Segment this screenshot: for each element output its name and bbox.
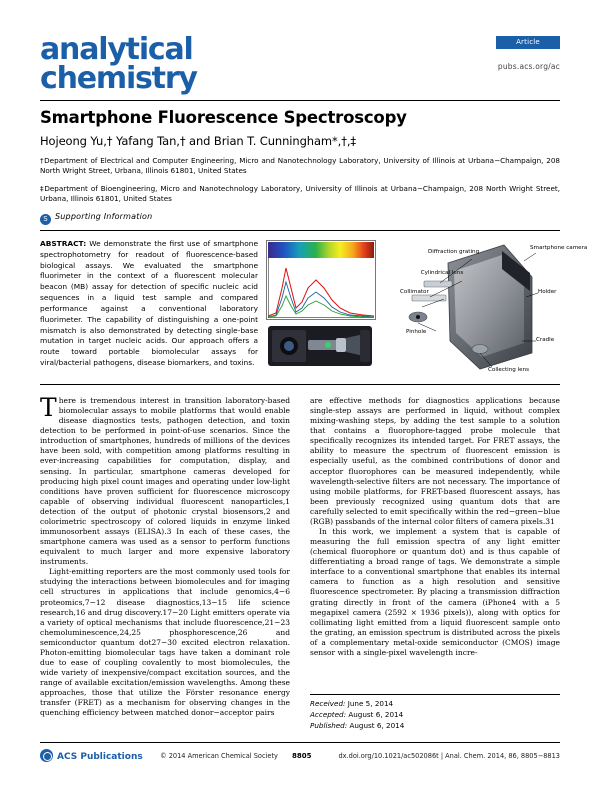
date-published [310,721,560,732]
paragraph-text: Light-emitting reporters are the most commonly used tools for studying the interactions between biomolecules and for imaging cell structures in applications that include genomics,4−6 proteomics,7−12 disease diagnostics,13−15 life science research,16 and drug discovery.17−20 Light emitters operate via a variety of optical mechanisms that include fluorescence,21−23 chemoluminescence,24,25 phosphorescence,26 and semiconductor quantum dot27−30 excited electron relaxation. Photon-emitting biomolecular tags have taken a dominant role due to ease of coupling covalently to most biomolecules, the wide variety of inexpensive/compact excitation sources, and the range of available excitation/emission wavelengths. Among these approaches, those that utilize the Förster resonance energy transfer (FRET) as a mechanism for observing changes in the quenching efficiency between matched donor−acceptor pairs [40,567,290,718]
label-pinhole: Pinhole [406,329,427,335]
date-accepted [310,710,560,721]
paragraph [310,527,560,658]
article-type-badge: Article [496,36,560,49]
paragraph [310,396,560,527]
paragraph [40,567,290,718]
affiliation-1: †Department of Electrical and Computer Engineering, Micro and Nanotechnology Laboratory, University of Illinois at Urbana−Champaign, 208 North Wright Street, Urbana, Illinois 61801, United States [40,156,560,176]
header-divider [40,100,560,101]
footer-divider [40,742,560,743]
date-received-value: June 5, 2014 [347,699,394,708]
date-accepted-label: Accepted: [310,709,347,719]
paragraph-text: are effective methods for diagnostics applications because single-step assays are performed in liquid, without complex mixing-washing steps, by adding the test sample to a solution that contains a fluorophore-tagged probe molecule that specifically recognizes its intended target. For FRET assays, the ability to measure the spectrum of fluorescent emission is especially useful, as the combined contributions of donor and acceptor fluorophores can be measured independently, while wavelength-selective filters are not necessary. The importance of using mobile platforms, for FRET-based fluorescent assays, has been previously recognized using quantum dots that are carefully selected to emit specifically within the red−green−blue (RGB) passbands of the internal color filters of camera pixels.31 [310,396,560,526]
copyright-notice: © 2014 American Chemical Society [160,752,278,760]
paragraph-text: In this work, we implement a system that is capable of measuring the full emission spectra of any light emitter (chemical fluorophore or quantum dot) and is thus capable of differentiating a broad range of tags. We demonstrate a simple interface to a conventional smartphone that enables its internal camera to function as a high resolution and sensitive fluorescence spectrometer. By placing a transmission diffraction grating directly in front of the camera (iPhone4 with a 5 megapixel camera (2592 × 1936 pixels)), along with optics for collimating light emitted from a liquid fluorescent sample onto the grating, an emission spectrum is distributed across the pixels of a complementary metal-oxide semiconductor (CMOS) image sensor with a single-pixel wavelength incre- [310,527,560,657]
abstract-body: We demonstrate the first use of smartphone spectrophotometry for readout of fluorescence-based biological assays. We evaluated the smartphone fluorimeter in the context of a fluorescent molecular beacon (MB) assay for detection of specific nucleic acid sequences in a liquid test sample and compared performance against a conventional laboratory fluorimeter. The capability of distinguishing a one-point mismatch is also demonstrated by detecting single-base mutation in target nucleic acids. Our approach offers a route toward portable biomolecular assays for viral/bacterial pathogens, disease biomarkers, and toxins. [40,239,258,367]
journal-title-line1: analytical [40,32,193,67]
abstract-heading: ABSTRACT: [40,239,87,248]
body-column-left [40,393,290,719]
author-list: Hojeong Yu,† Yafang Tan,† and Brian T. Cunningham*,†,‡ [40,134,357,148]
label-smartphone-camera: Smartphone camera [530,245,588,251]
cradle-schematic-drawing [384,237,588,377]
date-received-label: Received: [310,699,346,708]
body-column-right [310,396,560,686]
publisher-url[interactable]: pubs.acs.org/ac [497,62,560,71]
supporting-information-label: Supporting Information [55,212,153,221]
paragraph-text: here is tremendous interest in transition laboratory-based biomolecular assays to mobile platforms that would enable disease diagnostics tests, pathogen detection, and toxin detection to be performed in point-of-use scenarios. Since the introduction of smartphones, hundreds of millions of the devices have been sold, with competition among platforms resulting in ever-increasing capabilities for computation, display, and sensing. In particular, smartphone cameras developed for producing high pixel count images and operating under low-light conditions have proven sufficient for fluorescence microscopy capable of observing individual fluorescent nanoparticles,1 detection of the output of photonic crystal biosensors,2 and colorimetric spectroscopy of colored liquids in enzyme linked immunosorbent assays (ELISA).3 In each of these cases, the smartphone camera was used as a sensor to perform functions equivalent to much larger and more expensive laboratory instruments. [40,396,290,567]
page-title: Smartphone Fluorescence Spectroscopy [40,108,407,127]
paragraph [40,393,290,567]
date-accepted-value: August 6, 2014 [348,709,404,719]
doi-citation[interactable]: dx.doi.org/10.1021/ac502086t | Anal. Chem. 2014, 86, 8805−8813 [338,752,560,760]
graphical-abstract-spectrum-panel [266,240,386,372]
abstract-section [40,230,588,385]
graphical-abstract-schematic [384,237,588,377]
supporting-information-link[interactable] [40,212,152,225]
date-received [310,699,560,710]
date-published-value: August 6, 2014 [349,720,405,730]
label-diffraction-grating: Diffraction grating [428,249,480,255]
drop-cap: T [40,393,57,422]
spectrum-colorbar [268,242,374,258]
publisher-logo [40,749,143,762]
label-cylindrical-lens: Cylindrical lens [420,270,464,276]
acs-logo-icon [40,749,53,762]
label-holder: Holder [538,289,557,295]
journal-title [40,32,226,96]
graphical-abstract [266,237,588,377]
spectrum-curves [268,258,374,318]
journal-masthead [40,32,226,98]
date-published-label: Published: [310,720,348,730]
publisher-name: ACS Publications [57,752,143,762]
supporting-info-icon: S [40,214,51,225]
abstract-text [40,239,258,369]
publication-dates [310,694,560,731]
journal-title-line2: chemistry [40,60,197,96]
label-collimator: Collimator [400,289,429,295]
page-number: 8805 [292,752,312,760]
label-collecting-lens: Collecting lens [488,367,530,373]
spectrum-plot [266,240,376,320]
smartphone-cradle-photo [268,322,372,370]
label-cradle: Cradle [536,337,555,343]
affiliation-2: ‡Department of Bioengineering, Micro and Nanotechnology Laboratory, University of Illinois at Urbana−Champaign, 208 North Wright Street, Urbana, Illinois 61801, United States [40,184,560,204]
